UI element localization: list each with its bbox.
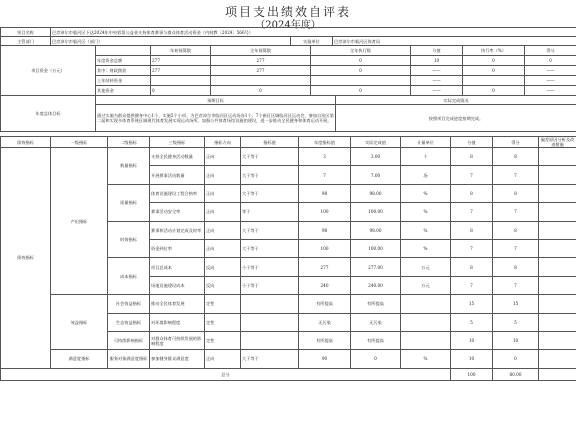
- actual-value: 100.00: [351, 203, 401, 221]
- performance-header-cell: 年度指标值: [299, 137, 351, 148]
- total-result: 80.00: [493, 368, 539, 380]
- budget-table: [0, 45, 576, 96]
- performance-table: [0, 136, 576, 381]
- budget-row-name: 其他资金: [96, 86, 151, 96]
- level3-indicator: 对环境影响程度: [150, 313, 205, 331]
- level2-indicator: 时效指标: [108, 221, 150, 258]
- budget-cell: ——: [525, 86, 576, 96]
- indicator-comparator: 大于等于: [241, 239, 299, 257]
- indicator-result: 5: [493, 313, 539, 331]
- indicator-comparator: 大于等于: [241, 184, 299, 202]
- indicator-score: 5: [451, 313, 493, 331]
- measure-unit: %: [401, 350, 451, 368]
- performance-header-cell: 分值: [451, 137, 493, 148]
- year-target-value: 240: [299, 276, 351, 294]
- actual-value: 100.00: [351, 239, 401, 257]
- actual-value: 无污染: [351, 313, 401, 331]
- budget-label: 项目资金（万元）: [1, 46, 96, 96]
- indicator-direction: 正向: [205, 203, 241, 221]
- report-year: （2024年度）: [255, 20, 321, 31]
- measure-unit: %: [401, 203, 451, 221]
- indicator-result: 7: [493, 239, 539, 257]
- budget-cell: [211, 76, 311, 86]
- actual-result-text: 按照项目完成进度按期完成。: [336, 105, 576, 132]
- unit-value: 巴彦淖尔市临河区体育局: [333, 37, 576, 46]
- year-target-value: 7: [299, 166, 351, 184]
- actual-value: 有所提高: [351, 331, 401, 349]
- level2-indicator: 成本指标: [108, 258, 150, 295]
- indicator-row: [1, 295, 576, 313]
- indicator-direction: 正向: [205, 166, 241, 184]
- budget-row-name: 其中：财政拨款: [96, 66, 151, 76]
- indicator-direction: 正向: [205, 239, 241, 257]
- project-name: 巴彦淖尔市临河区下达2024年中央彩票公益金支持体育赛事与群众体育活动资金（内财教〔2024〕566号）: [51, 28, 576, 37]
- budget-header: 全年执行数: [311, 46, 411, 56]
- indicator-result: 0: [493, 350, 539, 368]
- indicator-score: 8: [451, 258, 493, 276]
- indicator-direction: 定性: [205, 295, 241, 313]
- budget-cell: 277: [151, 56, 211, 66]
- measure-unit: 个: [401, 148, 451, 166]
- measure-unit: %: [401, 184, 451, 202]
- year-target-value: 100: [299, 203, 351, 221]
- indicator-result: 8: [493, 148, 539, 166]
- level2-indicator: 服务对象满意度指标: [108, 350, 150, 368]
- level2-indicator: 质量指标: [108, 184, 150, 221]
- total-label: 总分: [1, 368, 451, 380]
- year-target-value: 有所提高: [299, 295, 351, 313]
- actual-value: 有所提高: [351, 295, 401, 313]
- dept-value: 巴彦淖尔市临河区（部门）: [51, 37, 291, 46]
- actual-result-label: 实际完成情况: [336, 96, 576, 105]
- budget-cell: 0: [463, 66, 525, 76]
- indicator-comparator: [241, 331, 299, 349]
- performance-header-cell: 指标值: [241, 137, 299, 148]
- measure-unit: 万元: [401, 276, 451, 294]
- actual-value: 0: [351, 350, 401, 368]
- deviation-note: [539, 276, 576, 294]
- deviation-note: [539, 239, 576, 257]
- dept-label: 主管部门: [1, 37, 51, 46]
- indicator-score: 10: [451, 350, 493, 368]
- budget-cell: 0: [311, 86, 411, 96]
- budget-cell: 0: [463, 56, 525, 66]
- goal-table: [0, 95, 576, 132]
- indicator-direction: 正向: [205, 148, 241, 166]
- level3-indicator: 体育设施建设工程合格率: [150, 184, 205, 202]
- actual-value: 98.00: [351, 184, 401, 202]
- indicator-comparator: 大于等于: [241, 221, 299, 239]
- deviation-note: [539, 221, 576, 239]
- budget-cell: 0: [311, 66, 411, 76]
- indicator-comparator: 大于等于: [241, 166, 299, 184]
- year-target-value: 3: [299, 148, 351, 166]
- budget-cell: 0: [211, 86, 311, 96]
- actual-value: 98.00: [351, 221, 401, 239]
- budget-cell: [463, 76, 525, 86]
- budget-header: 分值: [411, 46, 463, 56]
- performance-header-cell: 实际完成值: [351, 137, 401, 148]
- budget-cell: ——: [525, 76, 576, 86]
- deviation-note: [539, 331, 576, 349]
- budget-header: 得分: [525, 46, 576, 56]
- indicator-comparator: [241, 295, 299, 313]
- performance-header-cell: 得分: [493, 137, 539, 148]
- indicator-direction: 正向: [205, 221, 241, 239]
- deviation-note: [539, 184, 576, 202]
- deviation-note: [539, 148, 576, 166]
- indicator-score: 7: [451, 276, 493, 294]
- measure-unit: 场: [401, 166, 451, 184]
- indicator-comparator: 小于等于: [241, 276, 299, 294]
- level2-indicator: 数量指标: [108, 148, 150, 185]
- indicator-direction: 反向: [205, 276, 241, 294]
- year-target-value: 98: [299, 221, 351, 239]
- budget-cell: 0: [151, 86, 211, 96]
- level3-indicator: 开展赛事活动数量: [150, 166, 205, 184]
- report-title: 项目支出绩效自评表: [224, 5, 351, 19]
- budget-cell: ——: [411, 66, 463, 76]
- level3-indicator: 赛事活动安全率: [150, 203, 205, 221]
- performance-header-row: [1, 137, 576, 148]
- budget-cell: [311, 76, 411, 86]
- budget-cell: 277: [211, 66, 311, 76]
- budget-header: 全年预算数: [211, 46, 311, 56]
- indicator-score: 15: [451, 295, 493, 313]
- budget-cell: ——: [411, 86, 463, 96]
- indicator-score: 10: [451, 331, 493, 349]
- actual-value: 240.00: [351, 276, 401, 294]
- indicator-comparator: 大于等于: [241, 350, 299, 368]
- budget-cell: 277: [211, 56, 311, 66]
- measure-unit: 万元: [401, 258, 451, 276]
- indicator-score: 7: [451, 239, 493, 257]
- level3-indicator: 项目总成本: [150, 258, 205, 276]
- info-table: [0, 27, 576, 46]
- indicator-result: 15: [493, 295, 539, 313]
- deviation-note: [539, 258, 576, 276]
- indicator-score: 8: [451, 148, 493, 166]
- indicator-direction: 正向: [205, 184, 241, 202]
- level3-indicator: 支持全民健身活动数量: [150, 148, 205, 166]
- deviation-note: [539, 313, 576, 331]
- indicator-direction: 反向: [205, 258, 241, 276]
- indicator-score: 7: [451, 166, 493, 184]
- indicator-result: 8: [493, 221, 539, 239]
- budget-cell: 0: [525, 56, 576, 66]
- budget-cell: ——: [411, 76, 463, 86]
- budget-cell: ——: [525, 66, 576, 76]
- measure-unit: [401, 313, 451, 331]
- performance-header-cell: 偏差原因分析及改进措施: [539, 137, 576, 148]
- indicator-score: 7: [451, 203, 493, 221]
- performance-header-cell: 一级指标: [51, 137, 108, 148]
- indicator-result: 8: [493, 258, 539, 276]
- year-target-value: 277: [299, 258, 351, 276]
- budget-cell: [151, 76, 211, 86]
- deviation-note: [539, 166, 576, 184]
- total-score: 100: [451, 368, 493, 380]
- level3-indicator: 对群众体育可持续发展的影响程度: [150, 331, 205, 349]
- performance-header-cell: 计量单位: [401, 137, 451, 148]
- level2-indicator: 可持续影响指标: [108, 331, 150, 349]
- performance-header-cell: 绩效指标: [1, 137, 51, 148]
- project-name-label: 项目名称: [1, 28, 51, 37]
- actual-value: 3.00: [351, 148, 401, 166]
- level3-indicator: 赛事和活动计划完成及时率: [150, 221, 205, 239]
- performance-header-cell: 二级指标: [108, 137, 150, 148]
- budget-header: 年初预算数: [151, 46, 211, 56]
- measure-unit: %: [401, 239, 451, 257]
- year-target-value: 无污染: [299, 313, 351, 331]
- performance-header-cell: 指标方向: [205, 137, 241, 148]
- level3-indicator: 场地设施建设成本: [150, 276, 205, 294]
- budget-row-name: 年度资金总额: [96, 56, 151, 66]
- indicator-comparator: 等于: [241, 203, 299, 221]
- performance-header-cell: 三级指标: [150, 137, 205, 148]
- deviation-note: [539, 203, 576, 221]
- level3-indicator: 推动全民体育发展: [150, 295, 205, 313]
- indicator-result: 7: [493, 276, 539, 294]
- budget-cell: 10: [411, 56, 463, 66]
- indicator-result: 10: [493, 331, 539, 349]
- indicator-score: 8: [451, 221, 493, 239]
- total-note: [539, 368, 576, 380]
- year-target-value: 90: [299, 350, 351, 368]
- year-target-value: 100: [299, 239, 351, 257]
- year-target-value: 98: [299, 184, 351, 202]
- indicator-score: 8: [451, 184, 493, 202]
- actual-value: 7.00: [351, 166, 401, 184]
- indicator-result: 7: [493, 166, 539, 184]
- budget-cell: 0: [311, 56, 411, 66]
- measure-unit: [401, 331, 451, 349]
- actual-value: 277.00: [351, 258, 401, 276]
- indicator-result: 7: [493, 203, 539, 221]
- indicator-comparator: [241, 313, 299, 331]
- budget-header: [96, 46, 151, 56]
- budget-row-name: 上年结转资金: [96, 76, 151, 86]
- level3-indicator: 资金到位率: [150, 239, 205, 257]
- expected-goal-text: 通过实施为群众提供健身中心1个、实施5个小项、为巴彦淖尔市临河区运动场各1个；7个新区区域临河区运动会，参加自治区第二届和实现多体育系统区域现代体育发展实现运动场所。加强公共体育场馆设施的建设，进一步推动全民健身和体育运动开展。: [96, 105, 336, 132]
- deviation-note: [539, 295, 576, 313]
- deviation-note: [539, 350, 576, 368]
- budget-cell: 0: [463, 86, 525, 96]
- level1-indicator: 产出指标: [51, 148, 108, 295]
- measure-unit: [401, 295, 451, 313]
- indicator-comparator: 大于等于: [241, 148, 299, 166]
- level2-indicator: 社会效益指标: [108, 295, 150, 313]
- total-row: [1, 368, 576, 380]
- indicator-comparator: 小于等于: [241, 258, 299, 276]
- year-target-value: 有所提高: [299, 331, 351, 349]
- performance-label: 绩效指标: [1, 148, 51, 369]
- indicator-direction: 定性: [205, 313, 241, 331]
- level1-indicator: 效益指标: [51, 295, 108, 350]
- indicator-direction: 定性: [205, 331, 241, 349]
- unit-label: 实施单位: [291, 37, 333, 46]
- level1-indicator: 满意度指标: [51, 350, 108, 368]
- indicator-row: [1, 350, 576, 368]
- indicator-result: 8: [493, 184, 539, 202]
- budget-cell: 277: [151, 66, 211, 76]
- expected-goal-label: 预期目标: [96, 96, 336, 105]
- measure-unit: %: [401, 221, 451, 239]
- level2-indicator: 生态效益指标: [108, 313, 150, 331]
- indicator-direction: 正向: [205, 350, 241, 368]
- goal-label: 年度总体目标: [1, 96, 96, 132]
- level3-indicator: 参加健身群众满意度: [150, 350, 205, 368]
- budget-header: 执行率（%）: [463, 46, 525, 56]
- indicator-row: [1, 148, 576, 166]
